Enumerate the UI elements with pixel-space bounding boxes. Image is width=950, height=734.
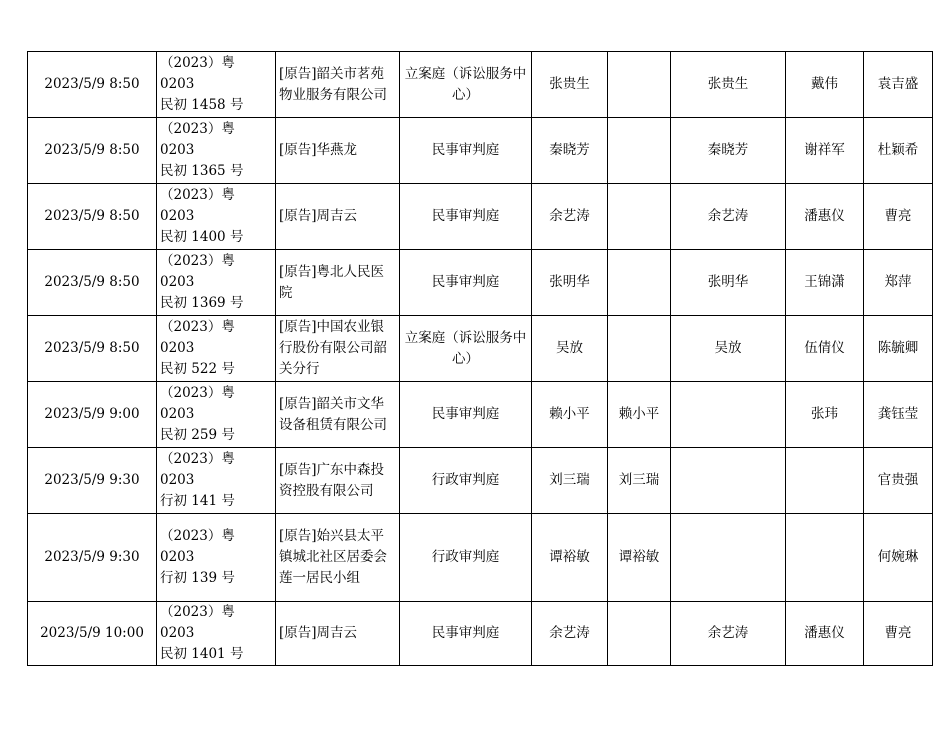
table-row (28, 118, 933, 184)
hearing-time-cell: 2023/5/9 9:00 (28, 382, 157, 448)
hearing-schedule-table (27, 51, 933, 666)
presiding-judge-cell: 张贵生 (532, 52, 608, 118)
court-division-cell: 立案庭（诉讼服务中心） (400, 316, 532, 382)
judge-in-charge-cell: 余艺涛 (671, 602, 786, 666)
judge-cell (608, 250, 671, 316)
judge-cell: 赖小平 (608, 382, 671, 448)
hearing-time-cell: 2023/5/9 9:30 (28, 448, 157, 514)
judge-cell (608, 316, 671, 382)
table-row (28, 52, 933, 118)
court-division-cell: 民事审判庭 (400, 250, 532, 316)
table-body (28, 52, 933, 666)
hearing-time-cell: 2023/5/9 9:30 (28, 514, 157, 602)
judge-cell (608, 118, 671, 184)
court-division-cell: 行政审判庭 (400, 448, 532, 514)
judge-in-charge-cell: 秦晓芳 (671, 118, 786, 184)
judge-cell (608, 602, 671, 666)
party-cell: [原告]华燕龙 (276, 118, 400, 184)
judge-assistant-cell (786, 448, 864, 514)
party-cell: [原告]粤北人民医院 (276, 250, 400, 316)
party-cell: [原告]韶关市茗苑物业服务有限公司 (276, 52, 400, 118)
presiding-judge-cell: 吴放 (532, 316, 608, 382)
case-number-suffix: 民初 259 号 (160, 427, 235, 443)
party-cell: [原告]广东中森投资控股有限公司 (276, 448, 400, 514)
judge-assistant-cell: 伍倩仪 (786, 316, 864, 382)
judge-assistant-cell: 王锦潇 (786, 250, 864, 316)
judge-cell: 谭裕敏 (608, 514, 671, 602)
court-division-cell: 行政审判庭 (400, 514, 532, 602)
party-cell: [原告]中国农业银行股份有限公司韶关分行 (276, 316, 400, 382)
clerk-cell: 郑萍 (864, 250, 933, 316)
case-number-suffix: 民初 1458 号 (160, 97, 244, 113)
presiding-judge-cell: 谭裕敏 (532, 514, 608, 602)
case-number-prefix: （2023）粤 0203 (160, 451, 235, 488)
party-cell: [原告]周吉云 (276, 184, 400, 250)
case-number-suffix: 民初 522 号 (160, 361, 235, 377)
clerk-cell: 曹亮 (864, 184, 933, 250)
clerk-cell: 陈毓卿 (864, 316, 933, 382)
case-number-prefix: （2023）粤 0203 (160, 55, 235, 92)
case-number-suffix: 民初 1365 号 (160, 163, 244, 179)
judge-assistant-cell (786, 514, 864, 602)
case-number-prefix: （2023）粤 0203 (160, 121, 235, 158)
case-number-cell (157, 514, 276, 602)
case-number-cell (157, 118, 276, 184)
case-number-suffix: 民初 1369 号 (160, 295, 244, 311)
hearing-time-cell: 2023/5/9 8:50 (28, 118, 157, 184)
judge-assistant-cell: 潘惠仪 (786, 602, 864, 666)
case-number-cell (157, 382, 276, 448)
case-number-prefix: （2023）粤 0203 (160, 253, 235, 290)
party-cell: [原告]韶关市文华设备租赁有限公司 (276, 382, 400, 448)
judge-assistant-cell: 戴伟 (786, 52, 864, 118)
judge-in-charge-cell (671, 514, 786, 602)
table-row (28, 514, 933, 602)
judge-in-charge-cell (671, 382, 786, 448)
table-row (28, 184, 933, 250)
case-number-suffix: 行初 141 号 (160, 493, 235, 509)
judge-in-charge-cell (671, 448, 786, 514)
judge-in-charge-cell: 张贵生 (671, 52, 786, 118)
party-cell: [原告]周吉云 (276, 602, 400, 666)
case-number-prefix: （2023）粤 0203 (160, 385, 235, 422)
presiding-judge-cell: 刘三瑞 (532, 448, 608, 514)
court-division-cell: 民事审判庭 (400, 382, 532, 448)
case-number-suffix: 民初 1400 号 (160, 229, 244, 245)
case-number-prefix: （2023）粤 0203 (160, 319, 235, 356)
case-number-cell (157, 602, 276, 666)
judge-cell: 刘三瑞 (608, 448, 671, 514)
hearing-time-cell: 2023/5/9 10:00 (28, 602, 157, 666)
presiding-judge-cell: 余艺涛 (532, 184, 608, 250)
judge-assistant-cell: 谢祥军 (786, 118, 864, 184)
presiding-judge-cell: 赖小平 (532, 382, 608, 448)
judge-in-charge-cell: 吴放 (671, 316, 786, 382)
hearing-time-cell: 2023/5/9 8:50 (28, 316, 157, 382)
presiding-judge-cell: 秦晓芳 (532, 118, 608, 184)
clerk-cell: 杜颖希 (864, 118, 933, 184)
case-number-suffix: 民初 1401 号 (160, 646, 244, 662)
judge-cell (608, 184, 671, 250)
hearing-time-cell: 2023/5/9 8:50 (28, 184, 157, 250)
judge-in-charge-cell: 余艺涛 (671, 184, 786, 250)
case-number-prefix: （2023）粤 0203 (160, 528, 235, 565)
clerk-cell: 何婉琳 (864, 514, 933, 602)
judge-assistant-cell: 潘惠仪 (786, 184, 864, 250)
hearing-time-cell: 2023/5/9 8:50 (28, 52, 157, 118)
case-number-cell (157, 316, 276, 382)
table-row (28, 316, 933, 382)
table-row (28, 602, 933, 666)
party-cell: [原告]始兴县太平镇城北社区居委会莲一居民小组 (276, 514, 400, 602)
case-number-suffix: 行初 139 号 (160, 570, 235, 586)
judge-assistant-cell: 张玮 (786, 382, 864, 448)
case-number-prefix: （2023）粤 0203 (160, 187, 235, 224)
court-division-cell: 民事审判庭 (400, 184, 532, 250)
clerk-cell: 龚钰莹 (864, 382, 933, 448)
table-row (28, 448, 933, 514)
table-row (28, 382, 933, 448)
court-division-cell: 民事审判庭 (400, 602, 532, 666)
court-division-cell: 立案庭（诉讼服务中心） (400, 52, 532, 118)
case-number-cell (157, 250, 276, 316)
hearing-time-cell: 2023/5/9 8:50 (28, 250, 157, 316)
case-number-cell (157, 184, 276, 250)
case-number-cell (157, 52, 276, 118)
presiding-judge-cell: 张明华 (532, 250, 608, 316)
table-row (28, 250, 933, 316)
judge-in-charge-cell: 张明华 (671, 250, 786, 316)
presiding-judge-cell: 余艺涛 (532, 602, 608, 666)
case-number-cell (157, 448, 276, 514)
case-number-prefix: （2023）粤 0203 (160, 604, 235, 641)
clerk-cell: 官贵强 (864, 448, 933, 514)
court-division-cell: 民事审判庭 (400, 118, 532, 184)
judge-cell (608, 52, 671, 118)
clerk-cell: 曹亮 (864, 602, 933, 666)
clerk-cell: 袁吉盛 (864, 52, 933, 118)
